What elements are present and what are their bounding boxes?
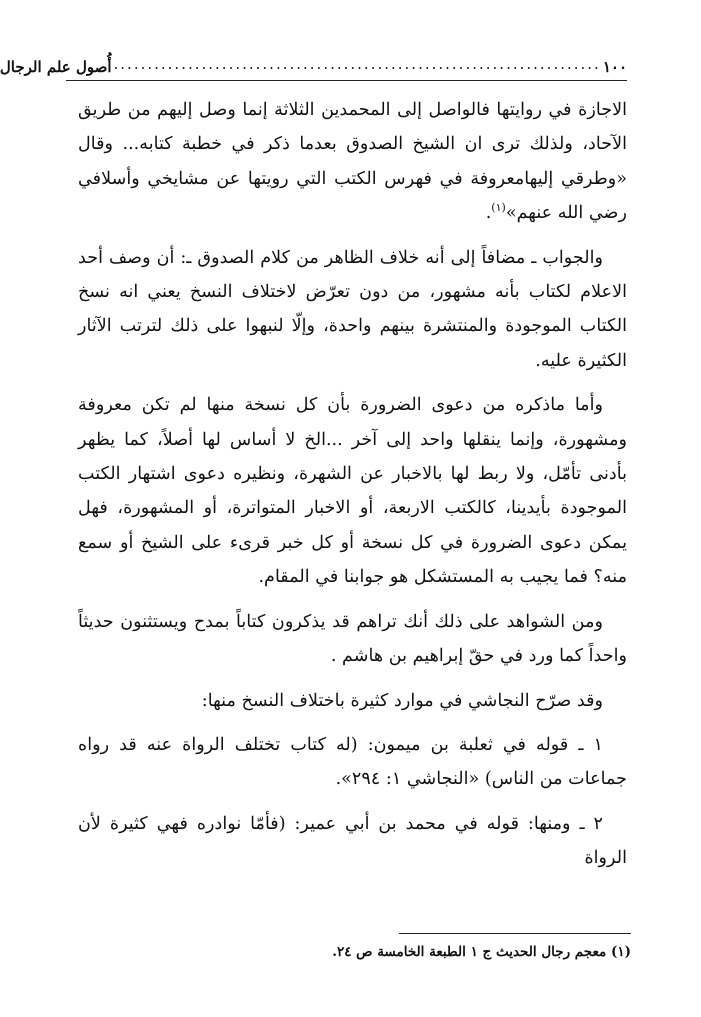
paragraph-7: ٢ ـ ومنها: قوله في محمد بن أبي عمير: (فأمّا نوادره فهي كثيرة لأن الرواة (78, 813, 627, 869)
paragraph-1: الاجازة في روايتها فالواصل إلى المحمدين الثلاثة إنما وصل إليهم من طريق الآحاد، ولذلك ترى ان الشيخ الصدوق بعدما ذكر في خطبة كتابه... وقال «وطرقي إليهامعروفة في فهرس الكتب التي رويتها عن مشايخي وأسلافي رضي الله عنهم»$^{(١)}$. (78, 100, 627, 224)
page-number: ١٠٠ (602, 58, 627, 76)
header-divider (66, 80, 627, 81)
paragraph-5: وقد صرّح النجاشي في موارد كثيرة باختلاف النسخ منها: (201, 690, 603, 711)
running-header (0, 48, 627, 76)
book-title: أُصول علم الرجال (0, 58, 112, 76)
paragraph-2: والجواب ـ مضافاً إلى أنه خلاف الظاهر من كلام الصدوق ـ: أن وصف أحد الاعلام لكتاب بأنه مشهور، من دون تعرّض لاختلاف النسخ يعني انه نسخ الكتاب الموجودة والمنتشرة بينهم واحدة، وإلّا لنبهوا على ذلك لترتب الآثار الكثيرة عليه. (78, 247, 627, 371)
main-text (78, 93, 627, 886)
header-leader-dots: ........................................................................ (113, 55, 601, 73)
footnote: (١) معجم رجال الحديث ج ١ الطبعة الخامسة ص ٢٤. (332, 944, 631, 960)
footnote-reference: (١) (491, 201, 506, 215)
paragraph-4: ومن الشواهد على ذلك أنك تراهم قد يذكرون كتاباً بمدح ويستثنون حديثاً واحداً كما ورد في حقّ إبراهيم بن هاشم . (78, 611, 627, 667)
footnote-divider (399, 933, 631, 934)
paragraph-1-text: الاجازة في روايتها فالواصل إلى المحمدين الثلاثة إنما وصل إليهم من طريق الآحاد، ولذلك ترى ان الشيخ الصدوق بعدما ذكر في خطبة كتابه... وقال «وطرقي إليهامعروفة في فهرس الكتب التي رويتها عن مشايخي وأسلافي رضي الله عنهم» (78, 100, 627, 224)
paragraph-6: ١ ـ قوله في ثعلبة بن ميمون: (له كتاب تختلف الرواة عنه قد رواه جماعات من الناس) «النجاشي ١: ٢٩٤». (78, 734, 627, 790)
paragraph-3: وأما ماذكره من دعوى الضرورة بأن كل نسخة منها لم تكن معروفة ومشهورة، وإنما ينقلها واحد إلى آخر ...الخ لا أساس لها أصلاً، كما يظهر بأدنى تأمّل، ولا ربط لها بالاخبار عن الشهرة، ونظيره دعوى اشتهار الكتب الموجودة بأيدينا، كالكتب الاربعة، أو الاخبار المتواترة، أو المشهورة، فهل يمكن دعوى الضرورة في كل نسخة أو كل خبر قرىء على الشيخ أو سمع منه؟ فما يجيب به المستشكل هو جوابنا في المقام. (78, 395, 627, 588)
